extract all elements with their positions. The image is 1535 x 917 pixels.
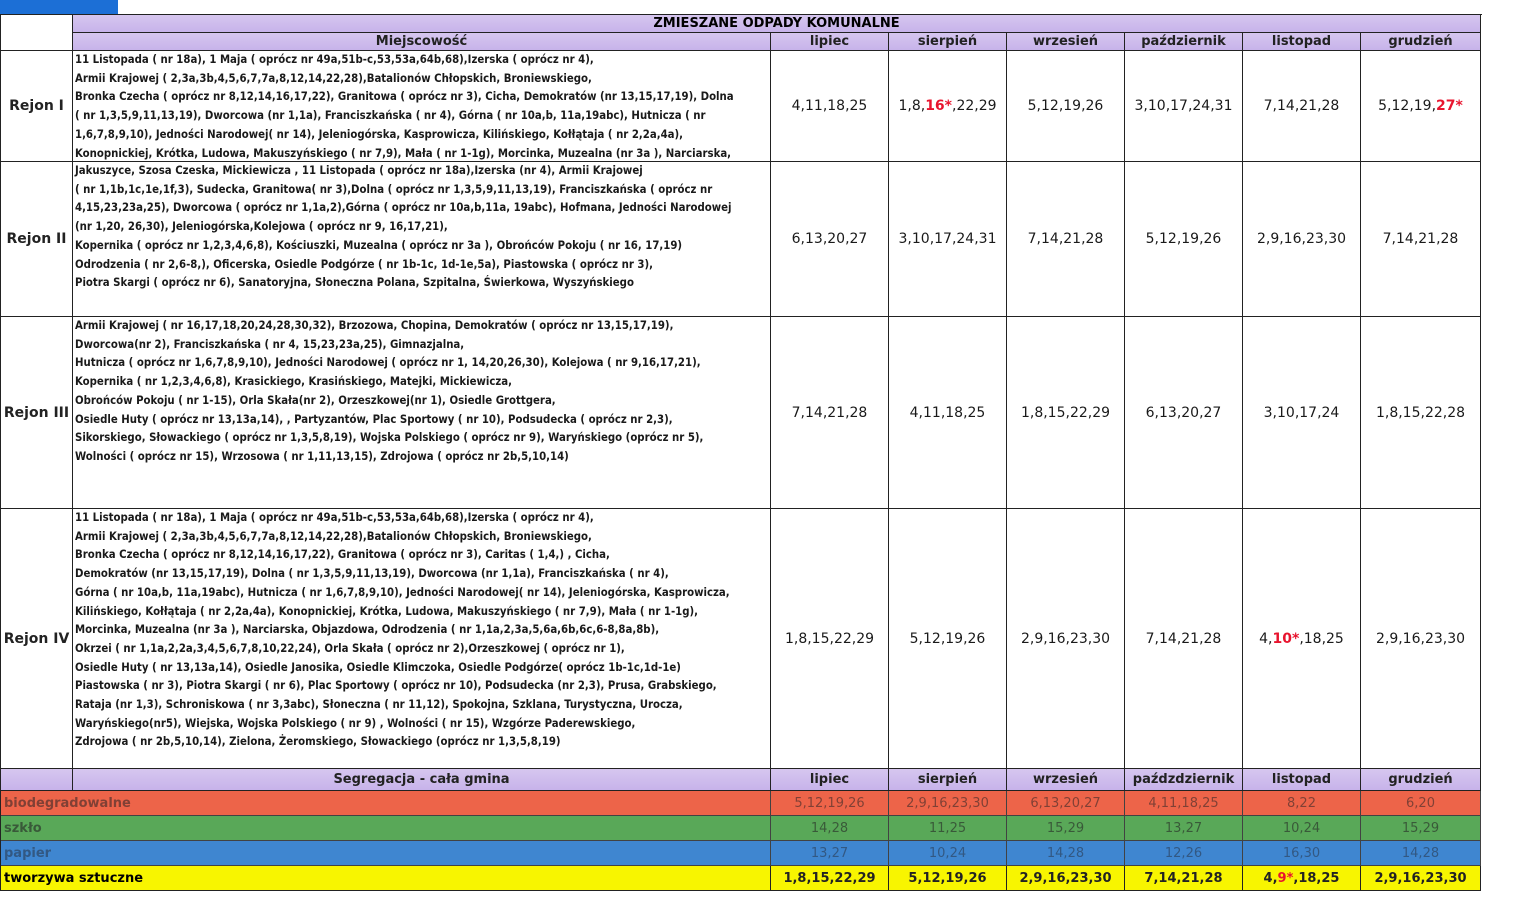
holiday-marked-date: 27* bbox=[1436, 98, 1463, 114]
date-text: 8,22 bbox=[1287, 795, 1316, 811]
date-text: 7,14,21,28 bbox=[791, 404, 868, 421]
collection-dates-cell bbox=[889, 509, 1007, 769]
date-text: 6,20 bbox=[1406, 795, 1435, 811]
segregation-type-label: papier bbox=[1, 841, 771, 866]
date-text: 12,26 bbox=[1164, 845, 1203, 861]
date-text: 1,8, bbox=[898, 98, 926, 114]
collection-dates-cell bbox=[1361, 162, 1481, 317]
date-text: 1,8,15,22,29 bbox=[1020, 404, 1111, 421]
segregation-dates-cell bbox=[889, 841, 1007, 866]
segregation-month-header-5: grudzień bbox=[1361, 769, 1481, 791]
date-text: 4, bbox=[1263, 870, 1278, 886]
holiday-marked-date: 9* bbox=[1277, 870, 1294, 886]
date-text: 5,12,19,26 bbox=[1145, 231, 1222, 247]
region-address-list: 11 Listopada ( nr 18a), 1 Maja ( oprócz nr 49a,51b-c,53,53a,64b,68),Izerska ( oprócz nr 4), Armii Krajowej ( 2,3a,3b,4,5,6,7,7a,8,12,14,22,28),Batalionów Chłopskich, Broniewskiego, Bronka Czecha ( oprócz nr 8,12,14,16,17,22), Granitowa ( oprócz nr 3), Cicha, Demokratów (nr 13,15,17,19), Dolna ( nr 1,3,5,9,11,13,19), Dworcowa (nr 1,1a), Franciszkańska ( nr 4), Górna ( nr 10a,b, 11a,19abc), Hutnicza ( nr 1,6,7,8,9,10), Jedności Narodowej( nr 14), Jeleniogórska, Kasprowicza, Kilińskiego, Kołłątaja ( nr 2,2a,4a), Konopnickiej, Krótka, Ludowa, Makuszyńskiego ( nr 7,9), Mała ( nr 1-1g), Morcinka, Muzealna (nr 3a ), Narciarska, bbox=[73, 51, 771, 162]
segregation-dates-cell bbox=[889, 866, 1007, 891]
collection-dates-cell bbox=[1243, 509, 1361, 769]
date-text: 4,11,18,25 bbox=[909, 404, 986, 421]
date-text: 11,25 bbox=[928, 820, 967, 836]
holiday-marked-date: 16* bbox=[925, 98, 952, 114]
segregation-type-label: tworzywa sztuczne bbox=[1, 866, 771, 891]
date-text: 10,24 bbox=[1282, 820, 1321, 836]
date-text: 2,9,16,23,30 bbox=[1020, 630, 1111, 647]
collection-dates-cell bbox=[1007, 317, 1125, 509]
collection-dates-cell bbox=[771, 51, 889, 162]
collection-dates-cell bbox=[1243, 317, 1361, 509]
date-text: 1,8,15,22,28 bbox=[1375, 404, 1466, 421]
date-text: 4,11,18,25 bbox=[791, 98, 868, 114]
collection-dates-cell bbox=[1125, 162, 1243, 317]
date-text: 2,9,16,23,30 bbox=[1256, 231, 1347, 247]
segregation-dates-cell bbox=[1125, 791, 1243, 816]
date-text: 4, bbox=[1259, 630, 1273, 647]
date-text: 7,14,21,28 bbox=[1263, 98, 1340, 114]
collection-dates-cell bbox=[1243, 51, 1361, 162]
date-text: 2,9,16,23,30 bbox=[1019, 870, 1112, 886]
region-address-list: 11 Listopada ( nr 18a), 1 Maja ( oprócz nr 49a,51b-c,53,53a,64b,68),Izerska ( oprócz nr 4), Armii Krajowej ( 2,3a,3b,4,5,6,7,7a,8,12,14,22,28),Batalionów Chłopskich, Broniewskiego, Bronka Czecha ( oprócz nr 8,12,14,16,17,22), Granitowa ( oprócz nr 3), Caritas ( 1,4,) , Cicha, Demokratów (nr 13,15,17,19), Dolna ( nr 1,3,5,9,11,13,19), Dworcowa (nr 1,1a), Franciszkańska ( nr 4), Górna ( nr 10a,b, 11a,19abc), Hutnicza ( nr 1,6,7,8,9,10), Jedności Narodowej( nr 14), Jeleniogórska, Kasprowicza, Kilińskiego, Kołłątaja ( nr 2,2a,4a), Konopnickiej, Krótka, Ludowa, Makuszyńskiego ( nr 7,9), Mała ( nr 1-1g), Morcinka, Muzealna (nr 3a ), Narciarska, Objazdowa, Odrodzenia ( nr 1,1a,2,3a,5,6a,6b,6c,6-8,8a,8b), Okrzei ( nr 1,1a,2,2a,3,4,5,6,7,8,10,22,24), Orla Skała ( oprócz nr 2),Orzeszkowej ( oprócz nr 1), Osiedle Huty ( nr 13,13a,14), Osiedle Janosika, Osiedle Klimczoka, Osiedle Podgórze( oprócz 1b-1c,1d-1e) Piastowska ( nr 3), Piotra Skargi ( nr 6), Plac Sportowy ( oprócz nr 10), Podsudecka (nr 2,3), Prusa, Grabskiego, Rataja (nr 1,3), Schroniskowa ( nr 3,3abc), Słoneczna ( nr 11,12), Spokojna, Szklana, Turystyczna, Urocza, Waryńskiego(nr5), Wiejska, Wojska Polskiego ( nr 9) , Wolności ( nr 15), Wzgórze Paderewskiego, Zdrojowa ( nr 2b,5,10,14), Zielona, Żeromskiego, Słowackiego (oprócz nr 1,3,5,8,19) bbox=[73, 509, 771, 769]
region-address-list: Jakuszyce, Szosa Czeska, Mickiewicza , 11 Listopada ( oprócz nr 18a),Izerska (nr 4), Armii Krajowej ( nr 1,1b,1c,1e,1f,3), Sudecka, Granitowa( nr 3),Dolna ( oprócz nr 1,3,5,9,11,13,19), Franciszkańska ( oprócz nr 4,15,23,23a,25), Dworcowa ( oprócz nr 1,1a,2),Górna ( oprócz nr 10a,b,11a, 19abc), Hofmana, Jedności Narodowej (nr 1,20, 26,30), Jeleniogórska,Kolejowa ( oprócz nr 9, 16,17,21), Kopernika ( oprócz nr 1,2,3,4,6,8), Kościuszki, Muzealna ( oprócz nr 3a ), Obrońców Pokoju ( nr 16, 17,19) Odrodzenia ( nr 2,6-8,), Oficerska, Osiedle Podgórze ( nr 1b-1c, 1d-1e,5a), Piastowska ( oprócz nr 3), Piotra Skargi ( oprócz nr 6), Sanatoryjna, Słoneczna Polana, Szpitalna, Świerkowa, Wyszyńskiego bbox=[73, 162, 771, 317]
date-text: 13,27 bbox=[1164, 820, 1203, 836]
date-text: 7,14,21,28 bbox=[1027, 231, 1104, 247]
collection-dates-cell bbox=[1007, 51, 1125, 162]
date-text: 5,12,19,26 bbox=[794, 795, 865, 811]
date-text: 10,24 bbox=[928, 845, 967, 861]
date-text: 4,11,18,25 bbox=[1148, 795, 1219, 811]
segregation-dates-cell bbox=[1361, 866, 1481, 891]
segregation-dates-cell bbox=[771, 791, 889, 816]
segregation-header: Segregacja - cała gmina bbox=[73, 769, 771, 791]
segregation-dates-cell bbox=[1125, 866, 1243, 891]
segregation-dates-cell bbox=[1007, 791, 1125, 816]
segregation-dates-cell bbox=[1243, 841, 1361, 866]
segregation-month-header-4: listopad bbox=[1243, 769, 1361, 791]
month-header-2: wrzesień bbox=[1007, 33, 1125, 51]
date-text: 7,14,21,28 bbox=[1382, 231, 1459, 247]
collection-dates-cell bbox=[1125, 51, 1243, 162]
collection-dates-cell bbox=[1361, 509, 1481, 769]
date-text: 6,13,20,27 bbox=[791, 231, 868, 247]
collection-dates-cell bbox=[1125, 317, 1243, 509]
date-text-continued: ,18,25 bbox=[1293, 870, 1340, 886]
date-text: 14,28 bbox=[1401, 845, 1440, 861]
date-text: 15,29 bbox=[1401, 820, 1440, 836]
segregation-dates-cell bbox=[1243, 866, 1361, 891]
month-header-0: lipiec bbox=[771, 33, 889, 51]
date-text: 13,27 bbox=[810, 845, 849, 861]
date-text: 3,10,17,24 bbox=[1263, 404, 1340, 421]
segregation-month-header-2: wrzesień bbox=[1007, 769, 1125, 791]
date-text: 6,13,20,27 bbox=[1030, 795, 1101, 811]
region-label: Rejon I bbox=[1, 51, 73, 162]
segregation-dates-cell bbox=[889, 791, 1007, 816]
segregation-dates-cell bbox=[771, 816, 889, 841]
region-address-list: Armii Krajowej ( nr 16,17,18,20,24,28,30,32), Brzozowa, Chopina, Demokratów ( oprócz nr 13,15,17,19), Dworcowa(nr 2), Franciszkańska ( nr 4, 15,23,23a,25), Gimnazjalna, Hutnicza ( oprócz nr 1,6,7,8,9,10), Jedności Narodowej ( oprócz nr 1, 14,20,26,30), Kolejowa ( nr 9,16,17,21), Kopernika ( nr 1,2,3,4,6,8), Krasickiego, Krasińskiego, Matejki, Mickiewicza, Obrońców Pokoju ( nr 1-15), Orla Skała(nr 2), Orzeszkowej(nr 1), Osiedle Grottgera, Osiedle Huty ( oprócz nr 13,13a,14), , Partyzantów, Plac Sportowy ( nr 10), Podsudecka ( oprócz nr 2,3), Sikorskiego, Słowackiego ( oprócz nr 1,3,5,8,19), Wojska Polskiego ( oprócz nr 9), Waryńskiego (oprócz nr 5), Wolności ( oprócz nr 15), Wrzosowa ( nr 1,11,13,15), Zdrojowa ( oprócz nr 2b,5,10,14) bbox=[73, 317, 771, 509]
region-label: Rejon II bbox=[1, 162, 73, 317]
segregation-dates-cell bbox=[1361, 816, 1481, 841]
month-header-1: sierpień bbox=[889, 33, 1007, 51]
collection-dates-cell bbox=[889, 317, 1007, 509]
collection-dates-cell bbox=[771, 509, 889, 769]
segregation-dates-cell bbox=[1007, 816, 1125, 841]
date-text: 14,28 bbox=[1046, 845, 1085, 861]
collection-dates-cell bbox=[1361, 317, 1481, 509]
segregation-dates-cell bbox=[1361, 791, 1481, 816]
holiday-marked-date: 10* bbox=[1272, 630, 1300, 647]
segregation-dates-cell bbox=[1125, 816, 1243, 841]
date-text: 5,12,19,26 bbox=[908, 870, 987, 886]
date-text: 2,9,16,23,30 bbox=[1375, 630, 1466, 647]
collection-dates-cell bbox=[1125, 509, 1243, 769]
date-text: 16,30 bbox=[1282, 845, 1321, 861]
segregation-dates-cell bbox=[1125, 841, 1243, 866]
collection-dates-cell bbox=[1361, 51, 1481, 162]
schedule-table bbox=[0, 14, 1482, 891]
date-text: 15,29 bbox=[1046, 820, 1085, 836]
segregation-dates-cell bbox=[1243, 791, 1361, 816]
date-text: 5,12,19,26 bbox=[1027, 98, 1104, 114]
collection-dates-cell bbox=[771, 162, 889, 317]
date-text: 7,14,21,28 bbox=[1145, 630, 1222, 647]
corner-cell bbox=[1, 15, 73, 51]
collection-dates-cell bbox=[889, 51, 1007, 162]
date-text: 1,8,15,22,29 bbox=[784, 630, 875, 647]
segregation-dates-cell bbox=[889, 816, 1007, 841]
segregation-month-header-0: lipiec bbox=[771, 769, 889, 791]
date-text: 6,13,20,27 bbox=[1145, 404, 1222, 421]
locality-header: Miejscowość bbox=[73, 33, 771, 51]
date-text: 5,12,19, bbox=[1378, 98, 1437, 114]
collection-dates-cell bbox=[1007, 509, 1125, 769]
corner-blue-marker bbox=[0, 0, 118, 15]
date-text-continued: ,18,25 bbox=[1299, 630, 1344, 647]
date-text: 3,10,17,24,31 bbox=[898, 231, 997, 247]
month-header-5: grudzień bbox=[1361, 33, 1481, 51]
region-label: Rejon IV bbox=[1, 509, 73, 769]
region-label: Rejon III bbox=[1, 317, 73, 509]
collection-dates-cell bbox=[889, 162, 1007, 317]
date-text: 2,9,16,23,30 bbox=[906, 795, 989, 811]
segregation-dates-cell bbox=[771, 866, 889, 891]
segregation-dates-cell bbox=[1007, 866, 1125, 891]
segregation-type-label: biodegradowalne bbox=[1, 791, 771, 816]
segregation-dates-cell bbox=[1007, 841, 1125, 866]
date-text: 3,10,17,24,31 bbox=[1134, 98, 1233, 114]
date-text: 1,8,15,22,29 bbox=[783, 870, 876, 886]
collection-dates-cell bbox=[1007, 162, 1125, 317]
segregation-month-header-3: paźdzdziernik bbox=[1125, 769, 1243, 791]
month-header-3: październik bbox=[1125, 33, 1243, 51]
segregation-month-header-1: sierpień bbox=[889, 769, 1007, 791]
segregation-type-label: szkło bbox=[1, 816, 771, 841]
date-text: 5,12,19,26 bbox=[909, 630, 986, 647]
segregation-dates-cell bbox=[1243, 816, 1361, 841]
date-text: 7,14,21,28 bbox=[1144, 870, 1223, 886]
collection-dates-cell bbox=[1243, 162, 1361, 317]
segregation-dates-cell bbox=[1361, 841, 1481, 866]
date-text: 2,9,16,23,30 bbox=[1374, 870, 1467, 886]
month-header-4: listopad bbox=[1243, 33, 1361, 51]
segregation-dates-cell bbox=[771, 841, 889, 866]
date-text-continued: ,22,29 bbox=[952, 98, 997, 114]
segregation-corner bbox=[1, 769, 73, 791]
table-title: ZMIESZANE ODPADY KOMUNALNE bbox=[73, 15, 1481, 33]
collection-dates-cell bbox=[771, 317, 889, 509]
date-text: 14,28 bbox=[810, 820, 849, 836]
